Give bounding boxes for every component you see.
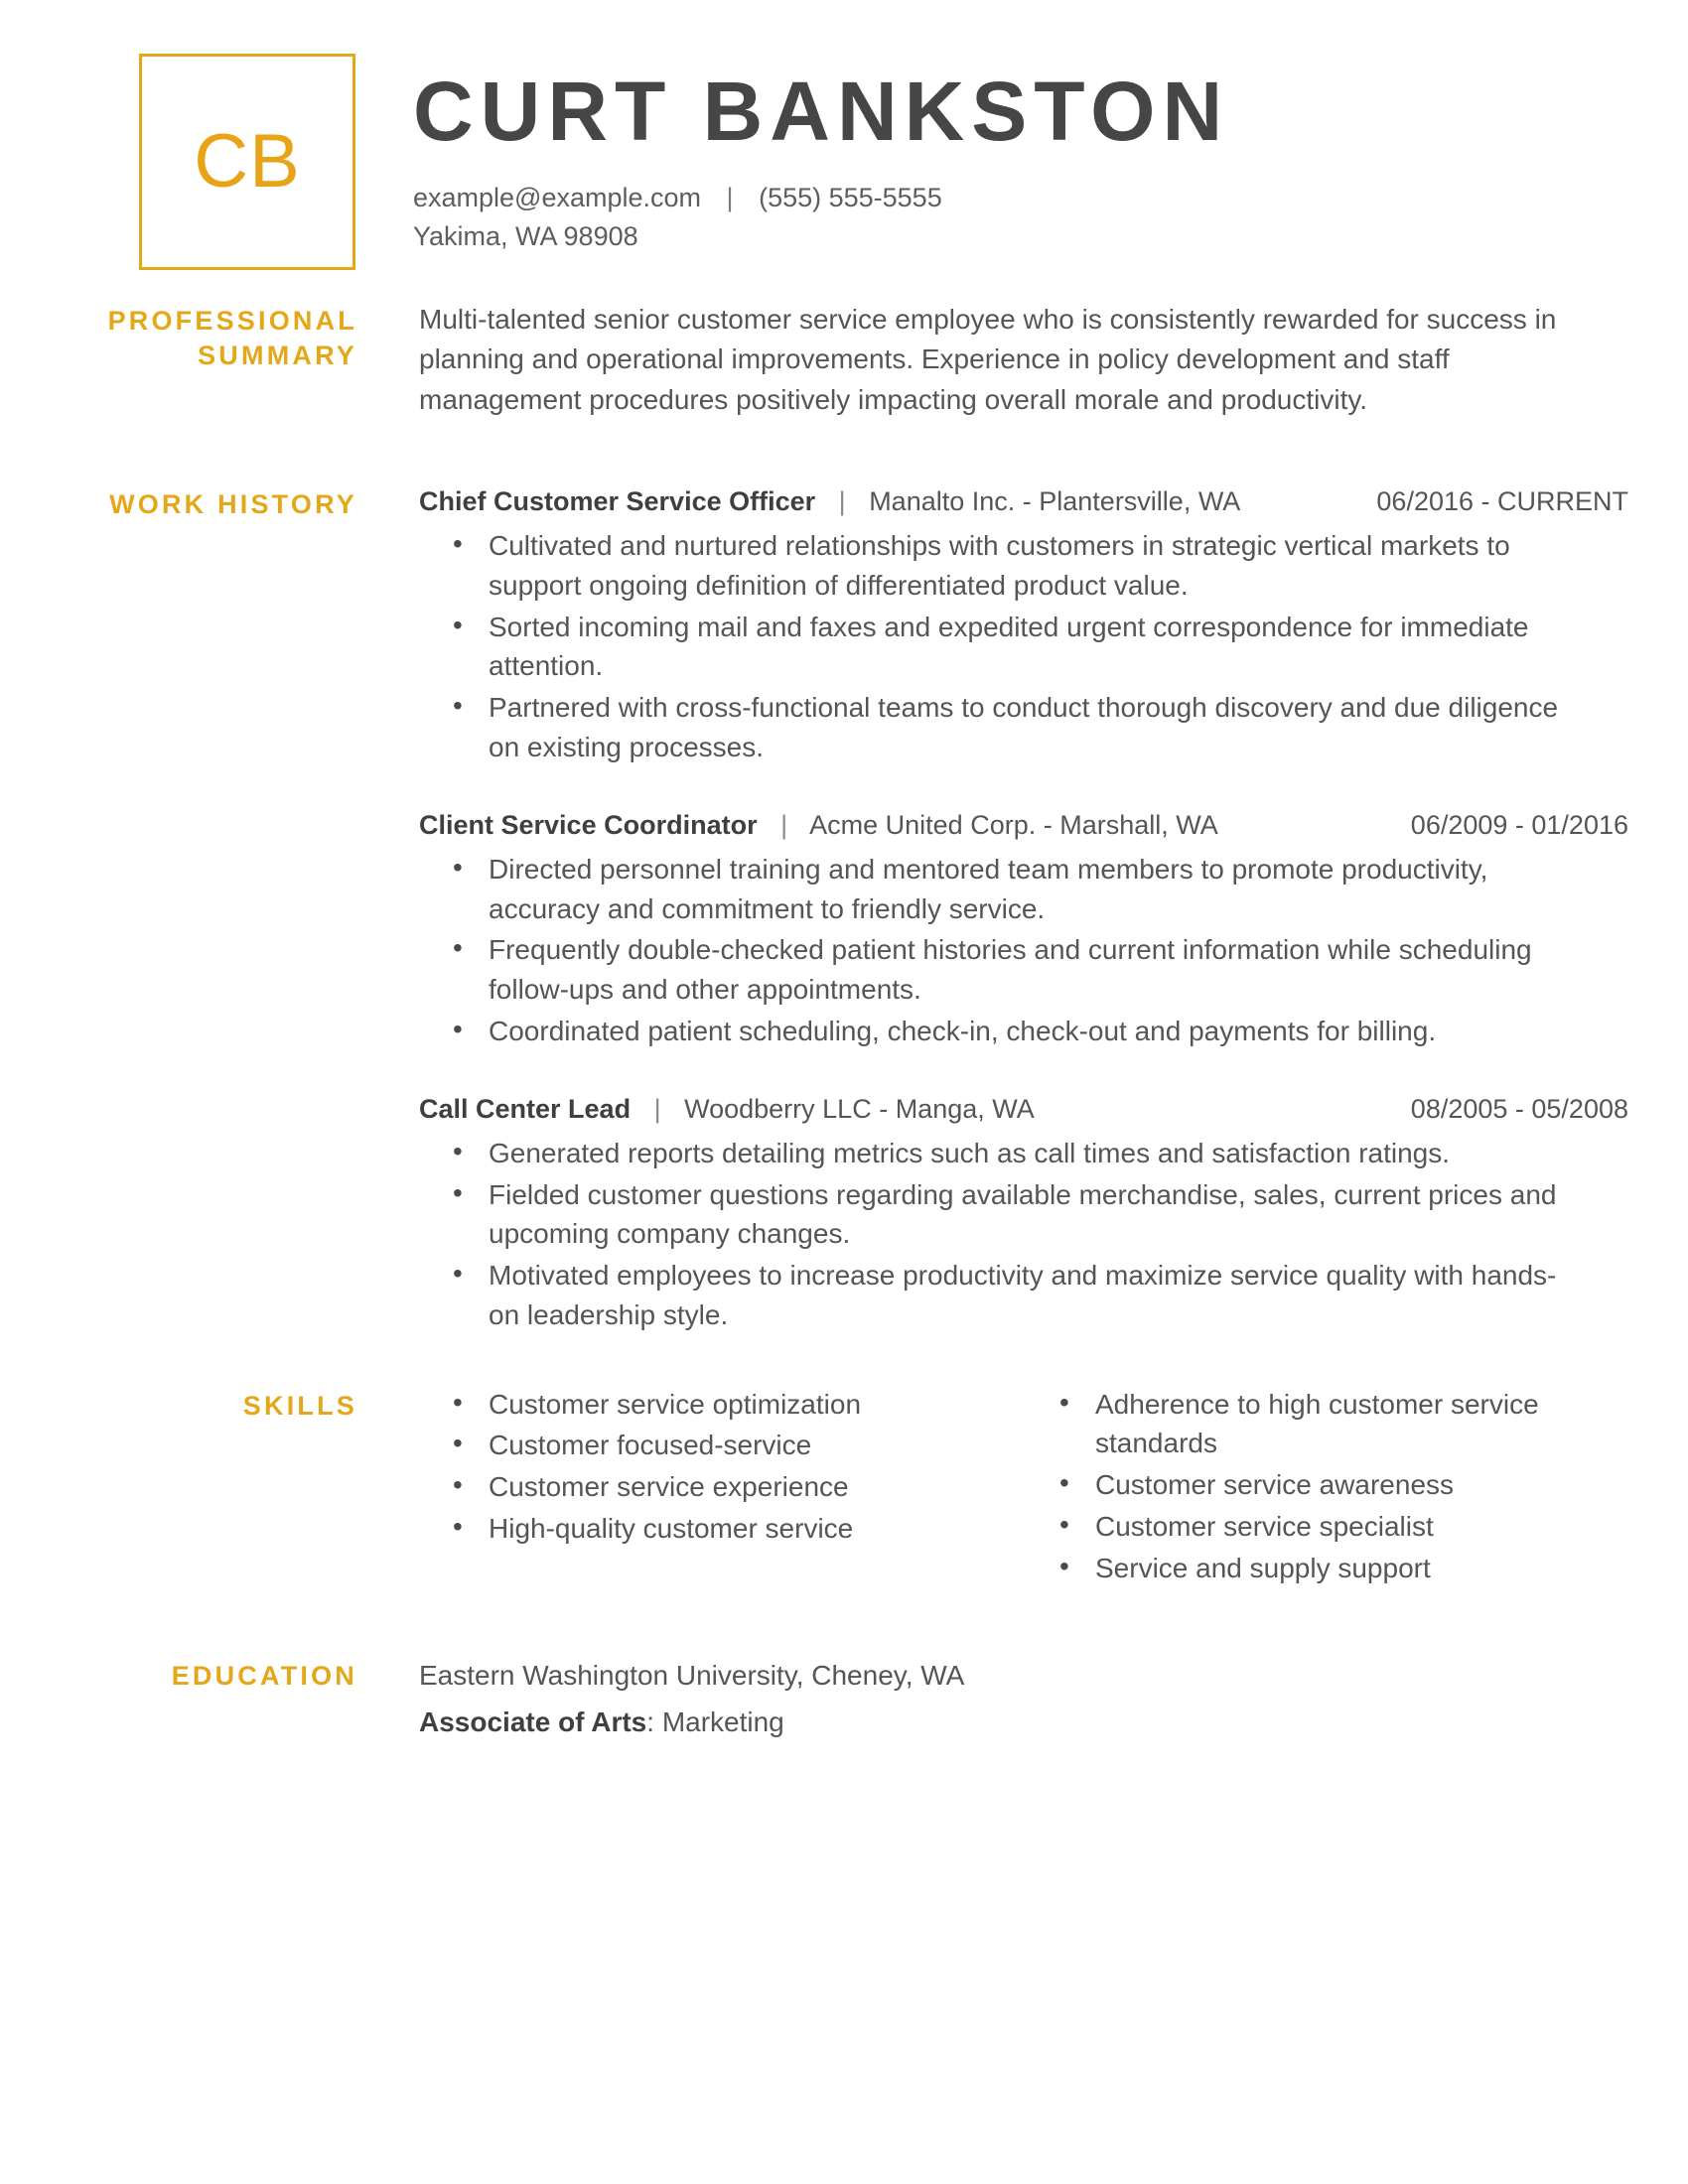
job-bullet-list: [419, 850, 1628, 1051]
skills-column-right: [1024, 1385, 1628, 1590]
skills-list-left: [419, 1385, 1024, 1549]
job-bullet: • Fielded customer questions regarding available merchandise, sales, current prices and upcoming company changes.: [419, 1175, 1581, 1255]
header-details: [413, 52, 1628, 256]
page-title: CURT BANKSTON: [413, 65, 1230, 158]
job-separator: |: [838, 485, 846, 516]
section-professional-summary: [60, 300, 1628, 420]
skill-item: • Customer service optimization: [419, 1385, 1024, 1425]
job-bullet: • Partnered with cross-functional teams to conduct thorough discovery and due diligence on existing processes.: [419, 688, 1581, 767]
section-education: [60, 1655, 1628, 1741]
job-title: Call Center Lead: [419, 1093, 632, 1124]
monogram-box: [139, 54, 355, 270]
skill-item: • Service and supply support: [1024, 1549, 1628, 1588]
job-entry: [419, 807, 1628, 1051]
job-company: Manalto Inc. - Plantersville, WA: [869, 485, 1241, 516]
section-label-work-history: WORK HISTORY: [109, 488, 357, 519]
education-body: [413, 1655, 1628, 1741]
job-separator: |: [780, 809, 788, 840]
skills-body: [413, 1385, 1628, 1590]
skills-column-left: [419, 1385, 1024, 1590]
job-bullet: • Frequently double-checked patient histories and current information while scheduling follow-ups and other appointments.: [419, 930, 1581, 1010]
location-text: Yakima, WA 98908: [413, 220, 638, 251]
monogram-column: [60, 52, 413, 270]
job-separator: |: [653, 1093, 661, 1124]
education-degree-name: Associate of Arts: [419, 1706, 647, 1738]
section-work-history: [60, 483, 1628, 1337]
education-degree: [419, 1703, 1628, 1741]
skills-list-right: [1024, 1385, 1628, 1588]
work-history-body: [413, 483, 1628, 1337]
job-entry: [419, 1091, 1628, 1335]
job-entry: [419, 483, 1628, 767]
skill-item: • Customer service awareness: [1024, 1465, 1628, 1505]
phone-text: (555) 555-5555: [759, 182, 942, 212]
monogram-initials: CB: [194, 119, 301, 204]
skill-item: • Customer service specialist: [1024, 1507, 1628, 1547]
education-degree-separator: :: [646, 1706, 662, 1738]
education-degree-field: Marketing: [661, 1706, 784, 1738]
summary-label-line-2: SUMMARY: [198, 340, 357, 370]
summary-body: [413, 300, 1628, 420]
job-title: Client Service Coordinator: [419, 809, 758, 840]
job-bullet: • Generated reports detailing metrics such as call times and satisfaction ratings.: [419, 1134, 1581, 1173]
job-bullet-list: [419, 526, 1628, 767]
job-title: Chief Customer Service Officer: [419, 485, 816, 516]
summary-text: Multi-talented senior customer service employee who is consistently rewarded for success in planning and operational improvements. Experience in policy development and staff management procedures positively impacting overall morale and productivity.: [419, 304, 1557, 415]
job-company: Woodberry LLC - Manga, WA: [684, 1093, 1035, 1124]
job-bullet: • Directed personnel training and mentored team members to promote productivity, accuracy and commitment to friendly service.: [419, 850, 1581, 929]
job-header: [419, 483, 1628, 520]
contact-separator: |: [726, 182, 734, 212]
job-dates: 08/2005 - 05/2008: [1410, 1093, 1628, 1124]
resume-header: [60, 52, 1628, 270]
section-label-skills: SKILLS: [242, 1390, 357, 1421]
job-bullet: • Cultivated and nurtured relationships with customers in strategic vertical markets to support ongoing definition of differentiated product value.: [419, 526, 1581, 606]
job-bullet-list: [419, 1134, 1628, 1335]
section-skills: [60, 1385, 1628, 1590]
skills-columns: [419, 1385, 1628, 1590]
job-header: [419, 1091, 1628, 1128]
job-dates: 06/2016 - CURRENT: [1376, 485, 1628, 516]
job-header: [419, 807, 1628, 844]
section-label-summary: [60, 300, 413, 372]
job-company: Acme United Corp. - Marshall, WA: [809, 809, 1218, 840]
skill-item: • Customer service experience: [419, 1467, 1024, 1507]
skill-item: • High-quality customer service: [419, 1509, 1024, 1549]
summary-label-line-1: PROFESSIONAL: [107, 306, 357, 336]
education-school: Eastern Washington University, Cheney, WA: [419, 1660, 965, 1692]
job-bullet: • Coordinated patient scheduling, check-in, check-out and payments for billing.: [419, 1012, 1581, 1051]
job-bullet: • Motivated employees to increase productivity and maximize service quality with hands-on leadership style.: [419, 1256, 1581, 1335]
skill-item: • Adherence to high customer service standards: [1024, 1385, 1628, 1464]
job-dates: 06/2009 - 01/2016: [1410, 809, 1628, 840]
section-label-education: EDUCATION: [171, 1661, 357, 1692]
skill-item: • Customer focused-service: [419, 1426, 1024, 1465]
job-bullet: • Sorted incoming mail and faxes and expedited urgent correspondence for immediate attention.: [419, 608, 1581, 687]
contact-line-primary: [413, 179, 1628, 217]
email-text: example@example.com: [413, 182, 702, 212]
